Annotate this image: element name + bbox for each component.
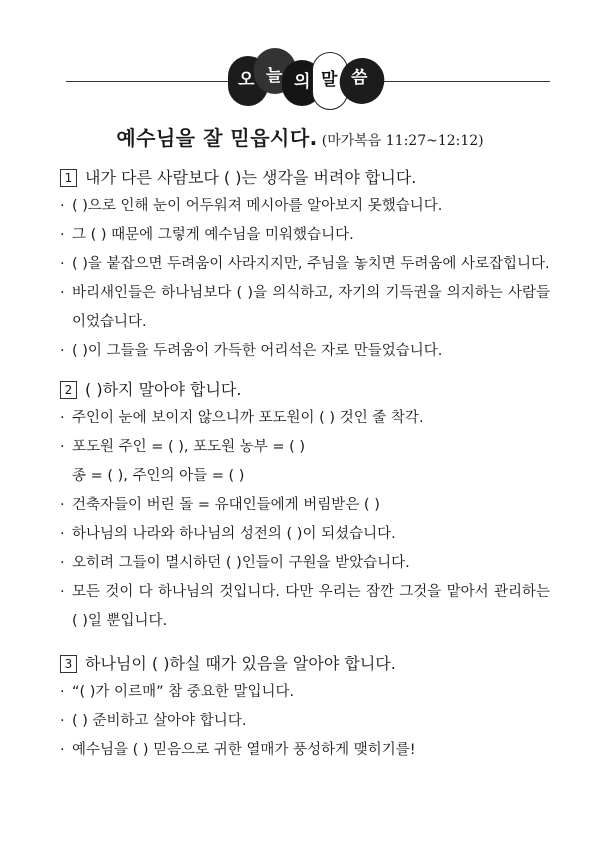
bullet: · bbox=[60, 256, 65, 272]
bullet: · bbox=[60, 713, 65, 729]
item-text: 그 ( ) 때문에 그렇게 예수님을 미워했습니다. bbox=[72, 227, 354, 243]
bullet: · bbox=[60, 285, 65, 301]
item-text: 하나님의 나라와 하나님의 성전의 ( )이 되셨습니다. bbox=[72, 526, 396, 542]
list-item bbox=[60, 520, 550, 549]
bullet: · bbox=[60, 439, 65, 455]
list-item bbox=[60, 279, 550, 337]
bullet: · bbox=[60, 526, 65, 542]
list-item bbox=[60, 462, 550, 491]
item-text: ( )이 그들을 두려움이 가득한 어리석은 자로 만들었습니다. bbox=[72, 343, 443, 359]
item-text: 예수님을 ( ) 믿음으로 귀한 열매가 풍성하게 맺히기를! bbox=[72, 742, 416, 758]
list-item bbox=[60, 192, 550, 221]
badge-char: 늘 bbox=[266, 66, 283, 86]
bullet: · bbox=[60, 343, 65, 359]
list-item bbox=[60, 578, 550, 636]
bullet: · bbox=[60, 497, 65, 513]
list-item bbox=[60, 678, 550, 707]
sermon-outline bbox=[60, 160, 550, 765]
item-text: 종 = ( ), 주인의 아들 = ( ) bbox=[72, 468, 245, 484]
bullet: · bbox=[60, 410, 65, 426]
item-text: 바리새인들은 하나님보다 ( )을 의식하고, 자기의 기득권을 의지하는 사람들이었습니다. bbox=[72, 285, 550, 330]
section-heading-2 bbox=[60, 376, 550, 404]
bullet: · bbox=[60, 584, 65, 600]
item-text: ( ) 준비하고 살아야 합니다. bbox=[72, 713, 247, 729]
item-text: 포도원 주인 = ( ), 포도원 농부 = ( ) bbox=[72, 439, 306, 455]
section-heading-text: ( )하지 말아야 합니다. bbox=[85, 380, 242, 399]
item-text: 모든 것이 다 하나님의 것입니다. 다만 우리는 잠깐 그것을 맡아서 관리하는 ( )일 뿐입니다. bbox=[72, 584, 550, 629]
list-item bbox=[60, 337, 550, 366]
item-text: 건축자들이 버린 돌 = 유대인들에게 버림받은 ( ) bbox=[72, 497, 380, 513]
section-number: 3 bbox=[60, 655, 77, 673]
bullet: · bbox=[60, 684, 65, 700]
section-heading-1 bbox=[60, 164, 550, 192]
bullet: · bbox=[60, 555, 65, 571]
list-item bbox=[60, 736, 550, 765]
badge-char: 오 bbox=[238, 70, 255, 90]
section-heading-3 bbox=[60, 650, 550, 678]
item-text: ( )으로 인해 눈이 어두워져 메시아를 알아보지 못했습니다. bbox=[72, 198, 443, 214]
badge-char: 씀 bbox=[351, 68, 368, 88]
item-text: ( )을 붙잡으면 두려움이 사라지지만, 주님을 놓치면 두려움에 사로잡힙니다. bbox=[72, 256, 550, 272]
title-text: 예수님을 잘 믿읍시다. bbox=[116, 126, 318, 150]
list-item bbox=[60, 404, 550, 433]
bullet: · bbox=[60, 198, 65, 214]
section-number: 2 bbox=[60, 381, 77, 399]
list-item bbox=[60, 433, 550, 462]
badge-char: 말 bbox=[321, 70, 338, 90]
item-text: 주인이 눈에 보이지 않으니까 포도원이 ( ) 것인 줄 착각. bbox=[72, 410, 424, 426]
scripture-reference: (마가복음 11:27~12:12) bbox=[321, 133, 484, 149]
section-number: 1 bbox=[60, 169, 77, 187]
list-item bbox=[60, 221, 550, 250]
item-text: 오히려 그들이 멸시하던 ( )인들이 구원을 받았습니다. bbox=[72, 555, 410, 571]
bullet: · bbox=[60, 742, 65, 758]
item-text: “( )가 이르매” 참 중요한 말입니다. bbox=[72, 684, 295, 700]
todays-word-badge bbox=[228, 46, 388, 116]
list-item bbox=[60, 549, 550, 578]
sermon-title bbox=[0, 122, 600, 151]
section-heading-text: 내가 다른 사람보다 ( )는 생각을 버려야 합니다. bbox=[85, 168, 417, 187]
section-heading-text: 하나님이 ( )하실 때가 있음을 알아야 합니다. bbox=[85, 654, 396, 673]
list-item bbox=[60, 491, 550, 520]
list-item bbox=[60, 707, 550, 736]
badge-char: 의 bbox=[294, 72, 311, 92]
list-item bbox=[60, 250, 550, 279]
bullet: · bbox=[60, 227, 65, 243]
header bbox=[0, 40, 600, 120]
